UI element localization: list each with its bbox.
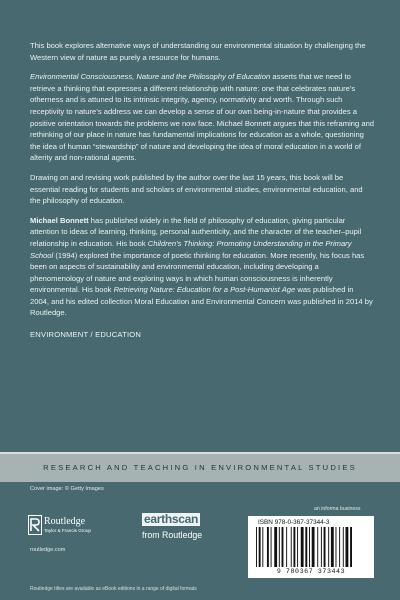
informa-tagline: an informa business	[314, 506, 361, 512]
barcode-bar	[293, 527, 295, 567]
book-title-italic: Environmental Consciousness, Nature and the Philosophy of Education	[30, 72, 271, 82]
barcode-bar	[346, 527, 349, 567]
publisher-url: routledge.com	[30, 547, 66, 553]
barcode-bar	[262, 527, 263, 567]
barcode-bar	[328, 527, 329, 567]
series-title: RESEARCH AND TEACHING IN ENVIRONMENTAL STUDIES	[43, 463, 357, 472]
barcode-bar	[301, 527, 304, 567]
barcode-bar	[271, 527, 272, 567]
barcode-bar	[324, 527, 326, 567]
barcode-bar	[256, 527, 257, 567]
barcode-icon	[252, 527, 370, 567]
barcode-bar	[343, 527, 344, 567]
series-band	[0, 452, 400, 482]
barcode-bar	[309, 527, 310, 567]
barcode-bar	[321, 527, 322, 567]
barcode-bar	[336, 527, 337, 567]
earthscan-logo	[142, 513, 214, 543]
barcode-bar	[274, 527, 277, 567]
blurb-intro: This book explores alternative ways of understanding our environmental situation by challenging the Western view of nature as purely a resource for humans.	[30, 41, 366, 62]
barcode-bar	[286, 527, 287, 567]
publisher-group: Taylor & Francis Group	[44, 528, 91, 533]
blurb-argument	[30, 71, 374, 164]
barcode-bar	[305, 527, 307, 567]
author-bio-text-a: has published widely in the field of philosophy of education, giving particular attention to ideas of learning, thinking, personal authenticity, and the character of the teacher–pupil relationship in education. His book	[30, 215, 362, 248]
back-cover-blurb	[30, 40, 374, 349]
author-book1-title: Children’s Thinking: Promoting Understanding in the Primary School	[30, 238, 352, 260]
cover-credit: Cover image: © Getty Images	[30, 486, 104, 492]
publisher-name: Routledge	[44, 516, 86, 527]
author-bio	[30, 215, 374, 319]
barcode-bar	[339, 527, 340, 567]
earthscan-wordmark: earthscan	[144, 512, 198, 526]
barcode-box	[248, 516, 374, 578]
barcode-bar	[297, 527, 298, 567]
subject-category: ENVIRONMENT / EDUCATION	[30, 330, 142, 340]
barcode-bar	[267, 527, 269, 567]
series-band-rule	[0, 452, 400, 454]
author-book2-title: Retrieving Nature: Education for a Post-Humanist Age	[113, 285, 296, 295]
author-bio-text-c: was published in 2004, and his edited collection Moral Education and Environmental Concern was published in 2014 by Routledge.	[30, 285, 373, 318]
author-name: Michael Bonnett	[30, 215, 89, 225]
isbn-number: ISBN 978-0-367-37344-3	[258, 519, 330, 526]
blurb-audience: Drawing on and revising work published by the author over the last 15 years, this book will be essential reading for students and scholars of environmental studies, environmental education, and the philosophy of education.	[30, 172, 363, 206]
author-bio-text-b: (1994) explored the importance of poetic thinking for education. More recently, his focus has been on aspects of sustainability and environmental education, including developing a phenomenology of nature and exploring ways in which human consciousness is inherently environmental. His book	[30, 250, 365, 295]
barcode-bar	[350, 527, 352, 567]
barcode-bar	[282, 527, 284, 567]
ebook-footnote: Routledge titles are available as eBook editions in a range of digital formats	[30, 586, 197, 592]
barcode-bar	[331, 527, 334, 567]
barcode-bar	[317, 527, 318, 567]
barcode-bar	[291, 527, 292, 567]
imprint-from: from Routledge	[142, 530, 203, 540]
barcode-bar	[312, 527, 315, 567]
routledge-r-logo-icon	[28, 515, 42, 535]
blurb-argument-text: asserts that we need to retrieve a thinking that expresses a different relationship with nature: one that celebrates nature’s otherness and is attuned to its intrinsic integrity, agency, normativity and worth. Through such receptivity to nature’s address we can develop a sense of our own being-in-nature that provides a positive orientation towards the problems we now face. Michael Bonnett argues that this reframing and rethinking of our place in nature has fundamental implications for education as a whole, questioning the idea of human “stewardship” of nature and developing the idea of moral education in a world of alterity and non-rational agents.	[30, 72, 375, 163]
barcode-digits: 9 780367 373443	[276, 568, 346, 575]
barcode-bar	[279, 527, 280, 567]
barcode-bar	[259, 527, 261, 567]
